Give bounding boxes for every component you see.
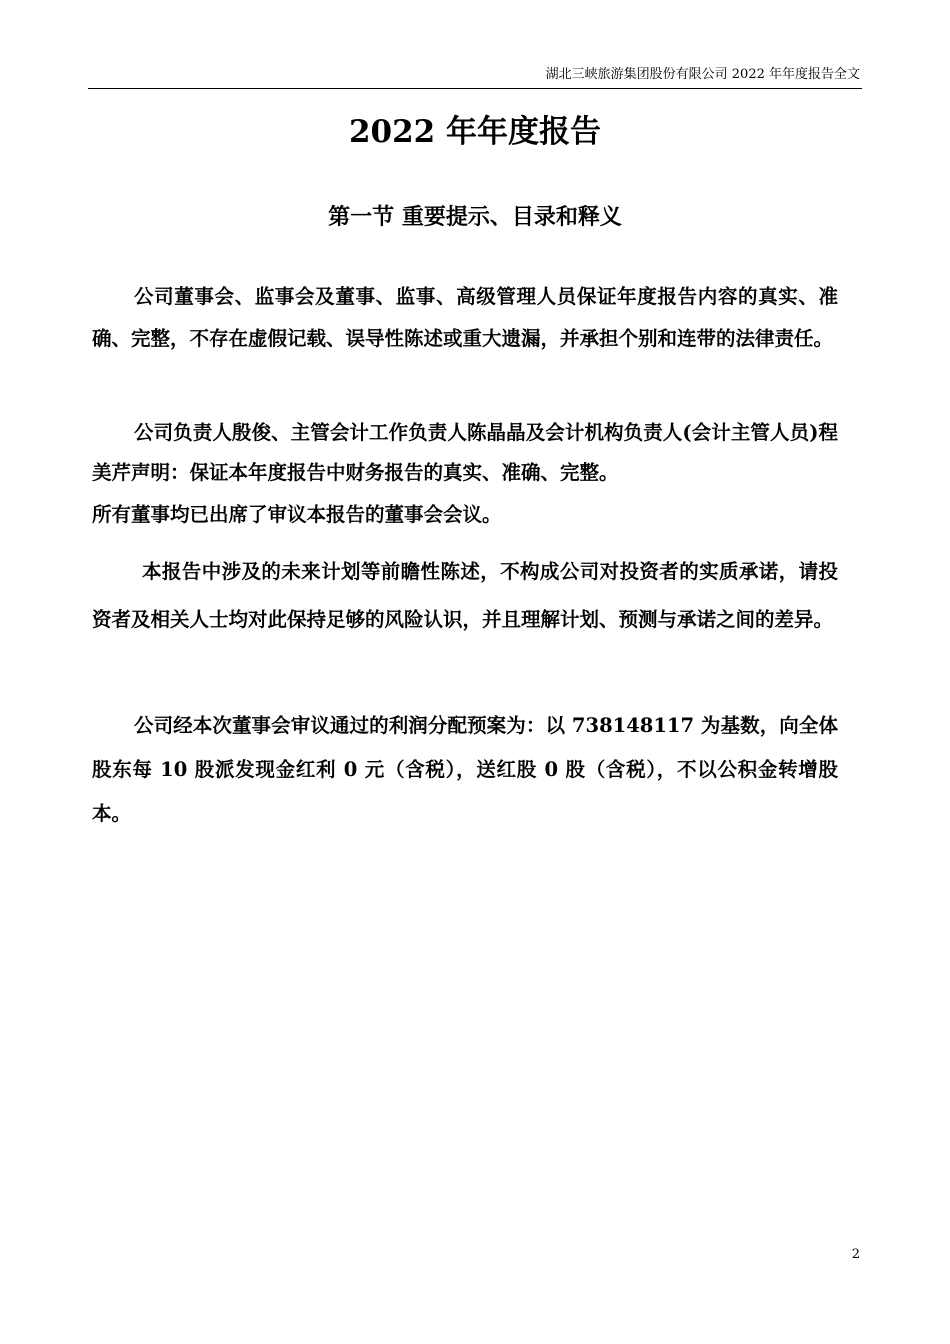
running-header-title: 湖北三峡旅游集团股份有限公司 2022 年年度报告全文 — [545, 67, 860, 82]
paragraph-profit-distribution: 公司经本次董事会审议通过的利润分配预案为：以 738148117 为基数，向全体股东每 10 股派发现金红利 0 元（含税），送红股 0 股（含税），不以公积金转增股本。 — [92, 714, 838, 825]
page-header — [88, 62, 862, 89]
paragraph-responsible-persons-statement: 公司负责人殷俊、主管会计工作负责人陈晶晶及会计机构负责人(会计主管人员)程美芹声明：保证本年度报告中财务报告的真实、准确、完整。 — [92, 421, 839, 484]
paragraph-board-guarantee: 公司董事会、监事会及董事、监事、高级管理人员保证年度报告内容的真实、准确、完整，不存在虚假记载、误导性陈述或重大遗漏，并承担个别和连带的法律责任。 — [92, 285, 838, 350]
report-title: 2022 年年度报告 — [348, 114, 602, 150]
paragraph-directors-attendance: 所有董事均已出席了审议本报告的董事会会议。 — [92, 503, 502, 526]
paragraph-forward-looking-statement: 本报告中涉及的未来计划等前瞻性陈述，不构成公司对投资者的实质承诺，请投资者及相关人士均对此保持足够的风险认识，并且理解计划、预测与承诺之间的差异。 — [92, 560, 838, 631]
page-number: 2 — [851, 1247, 860, 1262]
section-title: 第一节 重要提示、目录和释义 — [328, 204, 622, 230]
